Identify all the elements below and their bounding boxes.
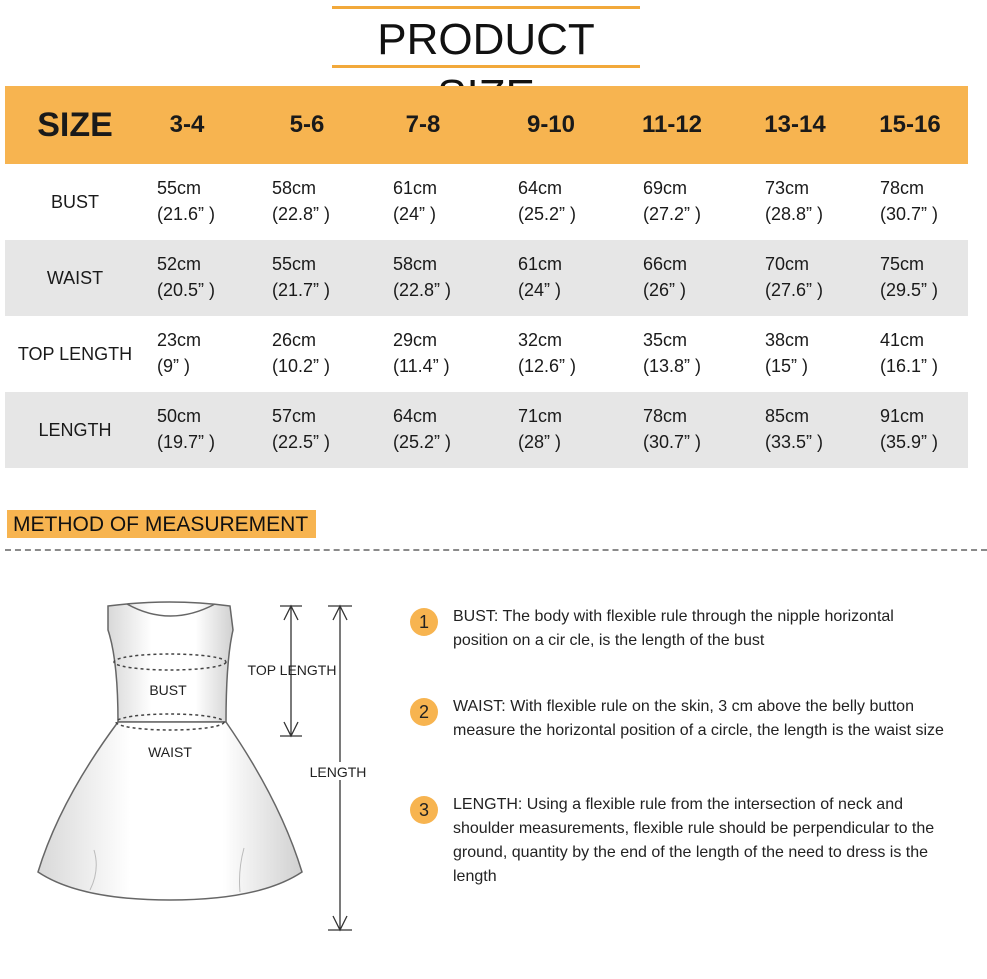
title-bottom-rule [332, 65, 640, 68]
dress-bodice [108, 602, 233, 722]
cell-inch-value: (21.7” ) [272, 280, 331, 300]
cell-inch-value: (20.5” ) [157, 280, 216, 300]
table-cell [272, 327, 362, 379]
header-size-col: 3-4 [169, 111, 205, 138]
cell-cm-value: 61cm [393, 178, 438, 198]
table-cell [765, 175, 855, 227]
table-cell [272, 251, 362, 303]
cell-cm-value: 73cm [765, 178, 810, 198]
cell-inch-value: (11.4” ) [393, 356, 450, 376]
table-cell [765, 403, 855, 455]
section-divider [5, 549, 987, 551]
table-cell [518, 251, 608, 303]
table-cell [518, 175, 608, 227]
row-label: WAIST [46, 267, 104, 288]
cell-cm-value: 64cm [393, 406, 438, 426]
cell-inch-value: (30.7” ) [643, 432, 702, 452]
cell-cm-value: 26cm [272, 330, 317, 350]
step-text: LENGTH: Using a flexible rule from the intersection of neck and shoulder measurements, flexible rule should be perpendicular to the ground, quantity by the end of the length of the need to dress is the length [453, 796, 935, 885]
header-size: SIZE [37, 106, 113, 144]
table-cell [393, 327, 483, 379]
cell-inch-value: (15” ) [765, 356, 809, 376]
method-section-label: METHOD OF MEASUREMENT [7, 510, 316, 538]
cell-inch-value: (29.5” ) [880, 280, 939, 300]
step-text: BUST: The body with flexible rule through the nipple horizontal position on a cir cle, is the length of the bust [453, 608, 894, 649]
step-text: WAIST: With flexible rule on the skin, 3 cm above the belly button measure the horizontal position of a circle, the length is the waist size [453, 698, 944, 739]
cell-cm-value: 57cm [272, 406, 317, 426]
table-cell [643, 403, 733, 455]
table-cell [272, 175, 362, 227]
cell-cm-value: 32cm [518, 330, 563, 350]
cell-cm-value: 58cm [272, 178, 317, 198]
cell-cm-value: 41cm [880, 330, 925, 350]
header-size-col: 5-6 [289, 111, 325, 138]
cell-cm-value: 35cm [643, 330, 688, 350]
dress-diagram [30, 600, 390, 979]
cell-inch-value: (28.8” ) [765, 204, 824, 224]
cell-inch-value: (30.7” ) [880, 204, 939, 224]
table-cell [643, 327, 733, 379]
waist-label: WAIST [148, 744, 192, 760]
header-size-col: 15-16 [879, 111, 941, 138]
length-label: LENGTH [309, 764, 367, 780]
table-cell [880, 403, 970, 455]
table-cell [272, 403, 362, 455]
table-cell [157, 175, 247, 227]
size-table-header [5, 86, 968, 164]
cell-cm-value: 71cm [518, 406, 563, 426]
table-row [5, 240, 968, 316]
cell-cm-value: 75cm [880, 254, 925, 274]
cell-inch-value: (27.2” ) [643, 204, 702, 224]
size-table-body [5, 164, 968, 468]
table-cell [765, 327, 855, 379]
cell-inch-value: (35.9” ) [880, 432, 939, 452]
cell-inch-value: (25.2” ) [518, 204, 577, 224]
table-cell [393, 403, 483, 455]
cell-inch-value: (13.8” ) [643, 356, 702, 376]
table-cell [157, 251, 247, 303]
cell-cm-value: 85cm [765, 406, 810, 426]
cell-inch-value: (9” ) [157, 356, 190, 376]
cell-inch-value: (24” ) [393, 204, 437, 224]
cell-inch-value: (27.6” ) [765, 280, 824, 300]
cell-inch-value: (12.6” ) [518, 356, 577, 376]
cell-cm-value: 55cm [157, 178, 202, 198]
cell-cm-value: 50cm [157, 406, 202, 426]
table-cell [518, 403, 608, 455]
page-title: PRODUCT [377, 15, 595, 64]
row-label: BUST [50, 191, 99, 212]
table-cell [518, 327, 608, 379]
table-cell [880, 327, 970, 379]
table-cell [393, 251, 483, 303]
cell-inch-value: (22.5” ) [272, 432, 331, 452]
cell-inch-value: (22.8” ) [393, 280, 452, 300]
bust-label: BUST [149, 682, 187, 698]
title-top-rule [332, 6, 640, 9]
cell-cm-value: 23cm [157, 330, 202, 350]
cell-cm-value: 55cm [272, 254, 317, 274]
table-cell [643, 175, 733, 227]
header-size-col: 13-14 [764, 111, 826, 138]
table-row [5, 316, 968, 392]
cell-cm-value: 29cm [393, 330, 438, 350]
cell-inch-value: (24” ) [518, 280, 562, 300]
header-size-col: 11-12 [641, 111, 703, 138]
table-row [5, 164, 968, 240]
step-number-badge: 3 [410, 796, 438, 824]
cell-inch-value: (19.7” ) [157, 432, 216, 452]
top-length-label: TOP LENGTH [247, 662, 337, 678]
table-cell [643, 251, 733, 303]
table-cell [157, 403, 247, 455]
cell-cm-value: 78cm [643, 406, 688, 426]
header-size-col: 7-8 [405, 111, 441, 138]
cell-cm-value: 78cm [880, 178, 925, 198]
cell-inch-value: (26” ) [643, 280, 687, 300]
cell-cm-value: 52cm [157, 254, 202, 274]
table-row [5, 392, 968, 468]
row-label: TOP LENGTH [17, 343, 133, 364]
cell-cm-value: 61cm [518, 254, 563, 274]
table-cell [880, 175, 970, 227]
row-label: LENGTH [38, 419, 112, 440]
cell-cm-value: 66cm [643, 254, 688, 274]
header-size-col: 9-10 [526, 111, 576, 138]
cell-cm-value: 38cm [765, 330, 810, 350]
cell-inch-value: (25.2” ) [393, 432, 452, 452]
cell-cm-value: 69cm [643, 178, 688, 198]
cell-cm-value: 70cm [765, 254, 810, 274]
table-cell [393, 175, 483, 227]
product-size-title-block [332, 6, 640, 68]
cell-cm-value: 58cm [393, 254, 438, 274]
cell-inch-value: (21.6” ) [157, 204, 216, 224]
cell-inch-value: (28” ) [518, 432, 562, 452]
table-cell [157, 327, 247, 379]
step-number-badge: 1 [410, 608, 438, 636]
size-table [5, 86, 968, 468]
table-cell [765, 251, 855, 303]
cell-inch-value: (16.1” ) [880, 356, 939, 376]
table-cell [880, 251, 970, 303]
cell-inch-value: (33.5” ) [765, 432, 824, 452]
cell-cm-value: 64cm [518, 178, 563, 198]
cell-inch-value: (10.2” ) [272, 356, 331, 376]
cell-cm-value: 91cm [880, 406, 925, 426]
step-number-badge: 2 [410, 698, 438, 726]
cell-inch-value: (22.8” ) [272, 204, 331, 224]
